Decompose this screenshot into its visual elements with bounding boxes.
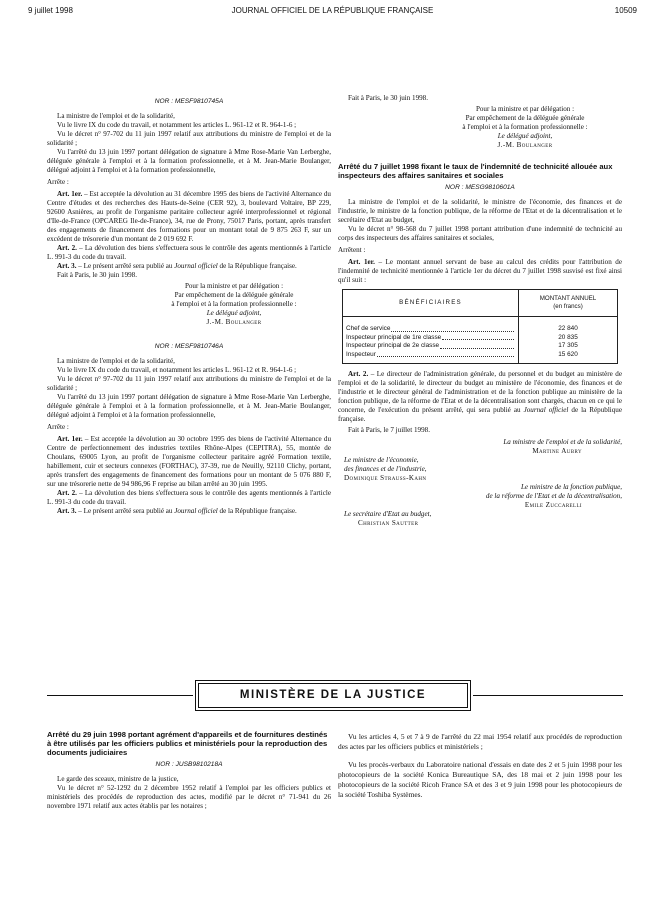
table-header-montant: MONTANT ANNUEL (en francs) bbox=[519, 290, 618, 317]
paragraph: Vu le décret n° 52-1292 du 2 décembre 1952 relatif à l'emploi par les officiers publics et ministériels des procédés de reproduction des actes, modifié par le décret n° 71-941 du 26 novembre 1971 relatif aux actes établis par les notaires ; bbox=[47, 784, 331, 810]
paragraph: Vu les procès-verbaux du Laboratoire national d'essais en date des 2 et 5 juin 1998 pour les photocopieurs de la société Konica Bureautique SA, des 18 mai et 2 juin 1998 pour les photocopieurs de la société Ricoh France SA et des 3 et 9 juin 1998 pour les photocopieurs de la société Toshiba Systèmes. bbox=[338, 760, 622, 799]
signatory-name: J.-M. Boulanger bbox=[206, 318, 262, 326]
signatory-name: J.-M. Boulanger bbox=[497, 141, 553, 149]
paragraph: Vu le livre IX du code du travail, et notamment les articles L. 961-12 et R. 964-1-6 ; bbox=[57, 366, 297, 374]
fait-a-paris: Fait à Paris, le 7 juillet 1998. bbox=[348, 426, 430, 435]
article-1: Art. 1er. – Le montant annuel servant de base au calcul des crédits pour l'attribution de l'indemnité de technicité mentionnée à l'article 1er du décret du 7 juillet 1998 susvisé est fixé ainsi qu'il suit : bbox=[338, 258, 622, 284]
header-page-number: 10509 bbox=[614, 6, 637, 15]
paragraph: Vu l'arrêté du 13 juin 1997 portant délégation de signature à Mme Rose-Marie Van Lerberghe, déléguée générale à l'emploi et à la formation professionnelle, et à M. Jean-Marie Boulanger, délégué adjoint à l'emploi et à la formation professionnelle, bbox=[47, 393, 331, 419]
paragraph: Le garde des sceaux, ministre de la justice, bbox=[57, 775, 179, 783]
paragraph: La ministre de l'emploi et de la solidarité, bbox=[57, 112, 175, 120]
paragraph: La ministre de l'emploi et de la solidarité, le ministre de l'économie, des finances et de l'industrie, le ministre de la fonction publique, de la réforme de l'Etat et de la décentralisation et le secrétaire d'Etat au budget, bbox=[338, 198, 622, 224]
arrete-title: Arrêté du 7 juillet 1998 fixant le taux de l'indemnité de technicité allouée aux inspecteurs des affaires sanitaires et sociales bbox=[338, 162, 613, 180]
divider-line-right bbox=[473, 695, 623, 696]
fait-a-paris: Fait à Paris, le 30 juin 1998. bbox=[348, 94, 428, 102]
signatory-name: Christian Sautter bbox=[358, 519, 419, 528]
right-column bbox=[338, 94, 622, 528]
table-row: Inspecteur principal de 2e classe 17 305 bbox=[343, 342, 618, 351]
page-header bbox=[28, 4, 637, 18]
table-header-beneficiaires: BÉNÉFICIAIRES bbox=[343, 290, 519, 317]
table-row: Chef de service 22 840 bbox=[343, 317, 618, 334]
arrete-heading: Arrête : bbox=[47, 423, 69, 431]
paragraph: Vu le livre IX du code du travail, et notamment les articles L. 961-12 et R. 964-1-6 ; bbox=[57, 121, 297, 129]
paragraph: Vu l'arrêté du 13 juin 1997 portant délégation de signature à Mme Rose-Marie Van Lerberghe, déléguée générale à l'emploi et à la formation professionnelle, et à M. Jean-Marie Boulanger, délégué adjoint à l'emploi et à la formation professionnelle, bbox=[47, 148, 331, 174]
ministry-heading: MINISTÈRE DE LA JUSTICE bbox=[198, 683, 468, 708]
article-1: Art. 1er. – Est acceptée la dévolution au 30 octobre 1995 des biens de l'activité Alternance du Centre de perfectionnement des industries textiles Rhône-Alpes (CEPITRA), 55, montée de Choulans, 69005 Lyon, au profit de l'organisme collecteur paritaire agréé Formation textile, habillement, cuir et secteurs connexes (FORTHAC), 37-39, rue de Neuilly, 92110 Clichy, portant, après transfert des engagements de financement des formations pour un montant de 5 076 880 F, sur une trésorerie nette de 94 986,96 F reprise au bilan arrêté au 30 juin 1995. bbox=[47, 435, 331, 488]
table-row: Inspecteur principal de 1re classe 20 835 bbox=[343, 334, 618, 343]
signature-block: Pour la ministre et par délégation : Par empêchement de la déléguée générale à l'emploi et à la formation professionnelle : Le délégué adjoint, J.-M. Boulanger bbox=[47, 282, 331, 327]
signatory-name: Martine Aubry bbox=[532, 447, 582, 456]
nor-reference: NOR : MESF9810745A bbox=[154, 98, 224, 105]
paragraph: La ministre de l'emploi et de la solidarité, bbox=[57, 357, 175, 365]
article-3: Art. 3. – Le présent arrêté sera publié au Journal officiel de la République française. bbox=[57, 262, 297, 270]
left-column-lower bbox=[47, 730, 331, 811]
table-row: Inspecteur 15 620 bbox=[343, 351, 618, 364]
article-3: Art. 3. – Le présent arrêté sera publié au Journal officiel de la République française. bbox=[57, 507, 297, 515]
fait-a-paris: Fait à Paris, le 30 juin 1998. bbox=[57, 271, 137, 279]
article-1: Art. 1er. – Est acceptée la dévolution au 31 décembre 1995 des biens de l'activité Alternance du Centre d'études et des recherches des Hauts-de-Seine (CER 92), 3, boulevard Voltaire, BP 229, 92600 Asnières, au profit de l'organisme paritaire collecteur agréé interprofessionnel et régional d'Ile-de-France (OPCAREG Ile-de-France), 34, rue de Prony, 75017 Paris, portant, après transfert des engagements de financement des formations pour un montant total de 9 875 263 F, sur un excédent de trésorerie d'un montant de 2 019 692 F. bbox=[47, 190, 331, 243]
right-column-lower bbox=[338, 732, 622, 800]
paragraph: Vu le décret n° 97-702 du 11 juin 1997 relatif aux attributions du ministre de l'emploi et de la solidarité ; bbox=[47, 130, 331, 147]
header-date: 9 juillet 1998 bbox=[28, 6, 73, 15]
divider-line-left bbox=[47, 695, 193, 696]
paragraph: Vu le décret n° 98-568 du 7 juillet 1998 portant attribution d'une indemnité de technicité au corps des inspecteurs des affaires sanitaires et sociales, bbox=[338, 225, 622, 242]
paragraph: Vu le décret n° 97-702 du 11 juin 1997 relatif aux attributions du ministre de l'emploi et de la solidarité ; bbox=[47, 375, 331, 392]
signatory-name: Emile Zuccarelli bbox=[524, 501, 582, 510]
signatory-name: Dominique Strauss-Kahn bbox=[344, 474, 427, 483]
arrete-heading: Arrête : bbox=[47, 178, 69, 186]
article-2: Art. 2. – La dévolution des biens s'effectuera sous le contrôle des agents mentionnés à l'article L. 991-3 du code du travail. bbox=[47, 489, 331, 506]
signatures: La ministre de l'emploi et de la solidarité, Martine Aubry Le ministre de l'économie, des finances et de l'industrie, Dominique Strauss-Kahn Le ministre de la fonction publique, de la réforme de l'Etat et de la décentralisation, Emile Zuccarelli Le secrétaire d'Etat au budget, Christian Sautter bbox=[338, 438, 622, 528]
article-2: Art. 2. – Le directeur de l'administration générale, du personnel et du budget au ministère de l'emploi et de la solidarité, le directeur du budget au ministère de l'économie, des finances et de l'industrie et le directeur général de l'administration et de la fonction publique au ministère de la fonction publique, de la réforme de l'Etat et de la décentralisation sont chargés, chacun en ce qui le concerne, de l'exécution du présent arrêté, qui sera publié au Journal officiel de la République française. bbox=[338, 370, 622, 424]
signature-block: Pour la ministre et par délégation : Par empêchement de la déléguée générale à l'emploi et à la formation professionnelle : Le délégué adjoint, J.-M. Boulanger bbox=[338, 105, 622, 150]
left-column bbox=[47, 94, 331, 516]
paragraph: Vu les articles 4, 5 et 7 à 9 de l'arrêté du 22 mai 1954 relatif aux procédés de reproduction des actes par les officiers publics et ministériels ; bbox=[338, 732, 622, 751]
header-title: JOURNAL OFFICIEL DE LA RÉPUBLIQUE FRANÇAISE bbox=[231, 6, 434, 15]
article-2: Art. 2. – La dévolution des biens s'effectuera sous le contrôle des agents mentionnés à l'article L. 991-3 du code du travail. bbox=[47, 244, 331, 261]
nor-reference: NOR : MESG9810601A bbox=[445, 184, 515, 191]
nor-reference: NOR : MESF9810746A bbox=[154, 343, 224, 350]
arrete-title: Arrêté du 29 juin 1998 portant agrément d'appareils et de fournitures destinés à être utilisés par les officiers publics et ministériels pour la reproduction des documents judiciaires bbox=[47, 730, 328, 757]
nor-reference: NOR : JUSB9810218A bbox=[155, 761, 223, 768]
indemnity-table bbox=[342, 289, 618, 364]
arretent-heading: Arrêtent : bbox=[338, 246, 366, 254]
